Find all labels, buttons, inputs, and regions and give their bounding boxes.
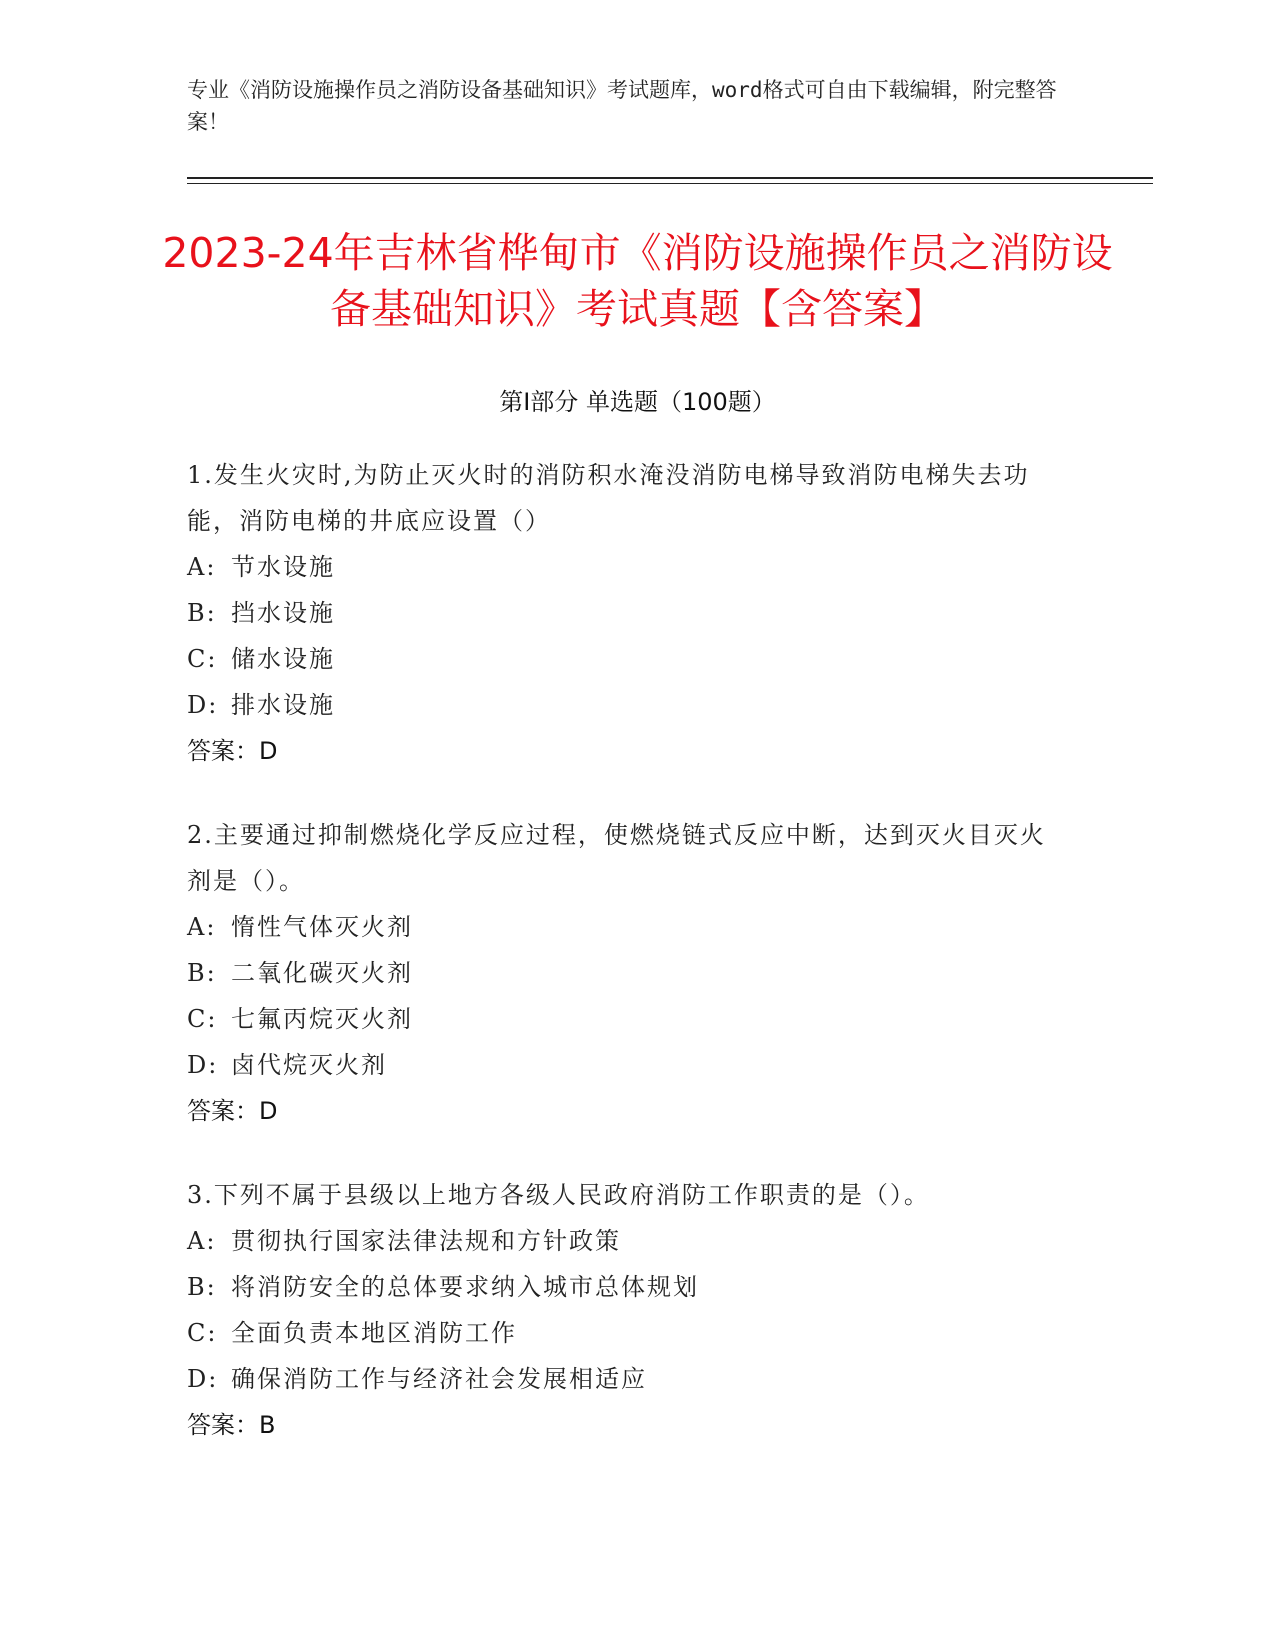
option-text: 挡水设施: [231, 599, 335, 627]
answer: 答案：D: [187, 1097, 278, 1125]
option-text: 储水设施: [231, 645, 335, 673]
option-c: [187, 636, 1067, 682]
option-text: 贯彻执行国家法律法规和方针政策: [231, 1227, 621, 1255]
option-d: [187, 1356, 1067, 1402]
option-text: 七氟丙烷灭火剂: [231, 1005, 413, 1033]
option-key: A:: [187, 913, 217, 941]
option-text: 将消防安全的总体要求纳入城市总体规划: [231, 1273, 699, 1301]
option-b: [187, 590, 1067, 636]
question-stem: 3.下列不属于县级以上地方各级人民政府消防工作职责的是（）。: [187, 1181, 930, 1209]
option-text: 全面负责本地区消防工作: [231, 1319, 517, 1347]
option-key: C:: [187, 1005, 218, 1033]
option-key: C:: [187, 1319, 218, 1347]
option-key: D:: [187, 691, 219, 719]
option-key: A:: [187, 1227, 217, 1255]
question-1: [187, 452, 1067, 774]
option-d: [187, 682, 1067, 728]
option-key: B:: [187, 959, 217, 987]
answer: 答案：D: [187, 737, 278, 765]
option-d: [187, 1042, 1067, 1088]
option-b: [187, 950, 1067, 996]
option-a: [187, 904, 1067, 950]
option-c: [187, 996, 1067, 1042]
option-key: A:: [187, 553, 217, 581]
option-text: 二氧化碳灭火剂: [231, 959, 413, 987]
header-rule-thin: [187, 183, 1153, 184]
option-key: D:: [187, 1051, 219, 1079]
option-text: 节水设施: [231, 553, 335, 581]
header-rule-thick: [187, 177, 1153, 179]
option-c: [187, 1310, 1067, 1356]
question-stem: 1.发生火灾时,为防止灭火时的消防积水淹没消防电梯导致消防电梯失去功能，消防电梯的井底应设置（）: [187, 461, 1030, 535]
option-text: 卤代烷灭火剂: [231, 1051, 387, 1079]
section-title: 第Ⅰ部分 单选题（100题）: [499, 388, 776, 416]
option-key: B:: [187, 1273, 217, 1301]
option-text: 确保消防工作与经济社会发展相适应: [231, 1365, 647, 1393]
option-text: 排水设施: [231, 691, 335, 719]
document-title: 2023-24年吉林省桦甸市《消防设施操作员之消防设备基础知识》考试真题【含答案】: [162, 229, 1113, 333]
option-b: [187, 1264, 1067, 1310]
option-a: [187, 544, 1067, 590]
option-key: D:: [187, 1365, 219, 1393]
option-key: C:: [187, 645, 218, 673]
question-3: [187, 1172, 1067, 1448]
question-2: [187, 812, 1067, 1134]
option-text: 惰性气体灭火剂: [231, 913, 413, 941]
option-key: B:: [187, 599, 217, 627]
header-note: 专业《消防设施操作员之消防设备基础知识》考试题库，word格式可自由下载编辑，附完整答案！: [187, 78, 1057, 134]
answer: 答案：B: [187, 1411, 276, 1439]
question-stem: 2.主要通过抑制燃烧化学反应过程，使燃烧链式反应中断，达到灭火目灭火剂是（）。: [187, 821, 1046, 895]
option-a: [187, 1218, 1067, 1264]
